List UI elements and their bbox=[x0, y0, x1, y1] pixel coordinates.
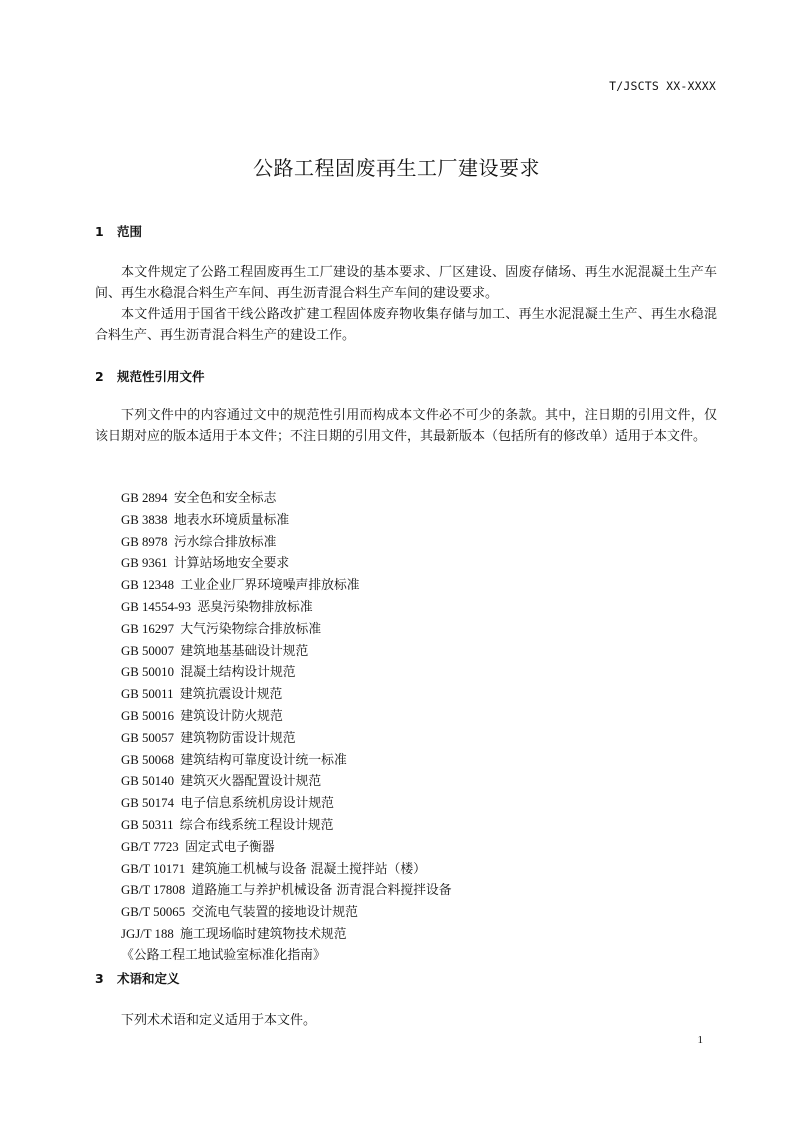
reference-item bbox=[121, 728, 452, 750]
document-title: 公路工程固废再生工厂建设要求 bbox=[253, 156, 540, 180]
reference-name: 《公路工程工地试验室标准化指南》 bbox=[121, 947, 326, 963]
section-number: 3 bbox=[95, 971, 104, 986]
reference-code: GB/T 10171 bbox=[121, 861, 186, 876]
reference-item bbox=[121, 815, 452, 837]
reference-name: 工业企业厂界环境噪声排放标准 bbox=[180, 578, 360, 594]
reference-code: GB 14554-93 bbox=[121, 599, 192, 614]
reference-item bbox=[121, 575, 452, 597]
reference-name: 建筑地基基础设计规范 bbox=[180, 643, 309, 659]
section-number: 1 bbox=[95, 224, 104, 239]
reference-code: GB 2894 bbox=[121, 491, 168, 505]
section-title: 术语和定义 bbox=[117, 971, 180, 986]
reference-code: GB 50011 bbox=[121, 687, 174, 702]
reference-item bbox=[121, 859, 452, 881]
reference-code: GB 3838 bbox=[121, 512, 168, 527]
reference-code: GB 50068 bbox=[121, 752, 174, 767]
reference-item bbox=[121, 902, 452, 924]
reference-item bbox=[121, 488, 452, 510]
section-title: 范围 bbox=[117, 224, 143, 239]
reference-code: GB 8978 bbox=[121, 534, 168, 549]
reference-name: 交流电气装置的接地设计规范 bbox=[191, 905, 358, 921]
page-number: 1 bbox=[697, 1034, 703, 1046]
reference-item bbox=[121, 706, 452, 728]
section-1-paragraph-2: 本文件适用于国省干线公路改扩建工程固体废弃物收集存储与加工、再生水泥混凝土生产、再生水稳混合料生产、再生沥青混合料生产的建设工作。 bbox=[95, 307, 717, 343]
reference-item bbox=[121, 684, 452, 706]
reference-name: 恶臭污染物排放标准 bbox=[197, 599, 313, 615]
reference-item bbox=[121, 662, 452, 684]
section-title: 规范性引用文件 bbox=[117, 369, 205, 384]
reference-item bbox=[121, 641, 452, 663]
reference-name: 大气污染物综合排放标准 bbox=[180, 621, 322, 637]
reference-item bbox=[121, 510, 452, 532]
reference-code: GB 50016 bbox=[121, 708, 174, 723]
reference-name: 施工现场临时建筑物技术规范 bbox=[180, 926, 347, 942]
section-3-intro: 下列术术语和定义适用于本文件。 bbox=[121, 1013, 317, 1028]
reference-name: 建筑抗震设计规范 bbox=[179, 687, 283, 703]
reference-code: GB 50010 bbox=[121, 665, 174, 680]
section-1-heading bbox=[95, 222, 142, 240]
section-number: 2 bbox=[95, 369, 104, 384]
reference-item bbox=[121, 750, 452, 772]
reference-item bbox=[121, 597, 452, 619]
reference-name: 建筑施工机械与设备 混凝土搅拌站（楼） bbox=[191, 861, 426, 877]
reference-name: 安全色和安全标志 bbox=[173, 491, 277, 506]
reference-name: 地表水环境质量标准 bbox=[173, 512, 290, 528]
reference-code: GB 50140 bbox=[121, 774, 174, 789]
reference-name: 建筑灭火器配置设计规范 bbox=[180, 774, 322, 790]
section-2-intro: 下列文件中的内容通过文中的规范性引用而构成本文件必不可少的条款。其中，注日期的引用文件，仅该日期对应的版本适用于本文件；不注日期的引用文件，其最新版本（包括所有的修改单）适用于本文件。 bbox=[95, 408, 717, 444]
reference-item bbox=[121, 924, 452, 946]
document-code: T/JSCTS XX-XXXX bbox=[609, 79, 716, 93]
reference-code: GB 50057 bbox=[121, 730, 174, 745]
reference-item bbox=[121, 946, 452, 967]
reference-name: 混凝土结构设计规范 bbox=[180, 665, 296, 681]
section-1-paragraph-1: 本文件规定了公路工程固废再生工厂建设的基本要求、厂区建设、固废存储场、再生水泥混凝土生产车间、再生水稳混合料生产车间、再生沥青混合料生产车间的建设要求。 bbox=[95, 265, 717, 301]
reference-code: JGJ/T 188 bbox=[121, 926, 174, 941]
reference-code: GB/T 17808 bbox=[121, 883, 186, 898]
section-2-heading bbox=[95, 367, 205, 385]
reference-item bbox=[121, 532, 452, 554]
normative-references-list bbox=[121, 488, 452, 967]
reference-item bbox=[121, 553, 452, 575]
reference-item bbox=[121, 793, 452, 815]
reference-name: 建筑设计防火规范 bbox=[180, 708, 283, 724]
reference-name: 污水综合排放标准 bbox=[173, 534, 277, 550]
reference-item bbox=[121, 837, 452, 859]
reference-name: 建筑物防雷设计规范 bbox=[180, 730, 296, 746]
reference-code: GB 50311 bbox=[121, 817, 174, 832]
reference-code: GB/T 7723 bbox=[121, 839, 179, 854]
reference-name: 电子信息系统机房设计规范 bbox=[180, 796, 334, 812]
reference-name: 建筑结构可靠度设计统一标准 bbox=[180, 752, 347, 768]
reference-item bbox=[121, 771, 452, 793]
reference-item bbox=[121, 880, 452, 902]
reference-name: 计算站场地安全要求 bbox=[173, 556, 290, 572]
reference-code: GB 16297 bbox=[121, 621, 174, 636]
reference-name: 道路施工与养护机械设备 沥青混合料搅拌设备 bbox=[191, 883, 452, 899]
reference-name: 固定式电子衡器 bbox=[185, 839, 275, 855]
reference-code: GB 50174 bbox=[121, 796, 174, 811]
reference-code: GB 12348 bbox=[121, 578, 174, 593]
reference-code: GB 9361 bbox=[121, 556, 168, 571]
reference-code: GB 50007 bbox=[121, 643, 174, 658]
reference-name: 综合布线系统工程设计规范 bbox=[179, 817, 334, 833]
reference-item bbox=[121, 619, 452, 641]
section-3-heading bbox=[95, 969, 180, 987]
reference-code: GB/T 50065 bbox=[121, 905, 186, 920]
